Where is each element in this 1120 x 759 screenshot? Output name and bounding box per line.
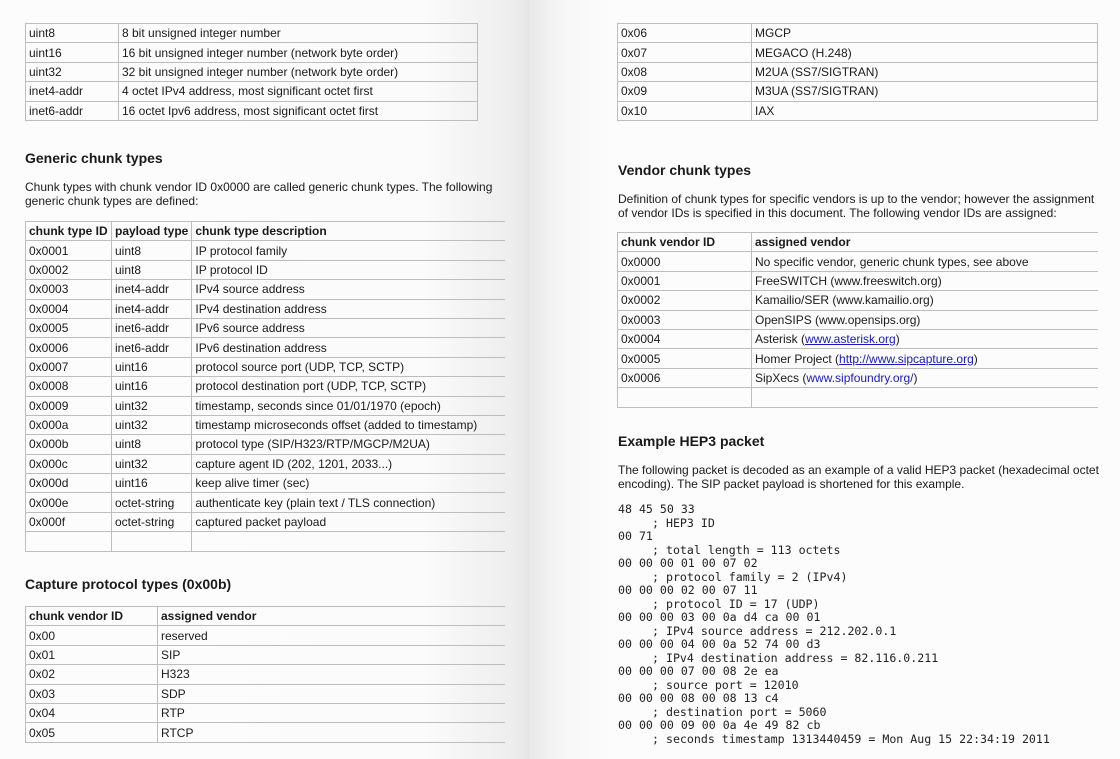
protocol-id-cell: 0x07 <box>618 43 752 62</box>
hex-bytes-line: 00 00 00 03 00 0a d4 ca 00 01 <box>618 610 821 624</box>
type-description-cell: 16 octet Ipv6 address, most significant octet first <box>119 101 478 120</box>
hex-comment-line: ; protocol family = 2 (IPv4) <box>652 569 848 584</box>
protocol-name-cell: H323 <box>158 665 506 684</box>
payload-type-cell: inet6-addr <box>112 318 192 337</box>
protocol-id-cell: 0x02 <box>26 665 158 684</box>
hex-bytes-line: 00 00 00 02 00 07 11 <box>618 583 758 597</box>
protocol-name-cell: M2UA (SS7/SIGTRAN) <box>752 62 1098 81</box>
vendor-id-cell: 0x0005 <box>618 349 752 368</box>
vendor-name: SipXecs ( <box>755 370 807 385</box>
protocol-name-cell: IAX <box>752 101 1098 120</box>
vendor-id-cell: 0x0004 <box>618 329 752 348</box>
vendor-link[interactable]: http://www.sipcapture.org <box>839 351 974 366</box>
protocol-name-cell: SIP <box>158 645 506 664</box>
chunk-type-id-cell: 0x0006 <box>26 338 112 357</box>
type-name-cell: uint16 <box>26 43 119 62</box>
chunk-type-id-cell: 0x0009 <box>26 396 112 415</box>
table-row <box>26 62 478 81</box>
payload-type-cell: inet4-addr <box>112 299 192 318</box>
type-name-cell: uint8 <box>26 24 119 43</box>
chunk-type-description-cell: authenticate key (plain text / TLS connection) <box>192 493 505 512</box>
chunk-type-description-cell: timestamp, seconds since 01/01/1970 (epoch) <box>192 396 505 415</box>
payload-type-cell: inet4-addr <box>112 280 192 299</box>
chunk-type-description-cell: IPv6 source address <box>192 318 505 337</box>
chunk-type-description-cell: protocol destination port (UDP, TCP, SCTP) <box>192 377 505 396</box>
chunk-type-description-cell: capture agent ID (202, 1201, 2033...) <box>192 454 505 473</box>
protocol-id-cell: 0x10 <box>618 101 752 120</box>
table-row <box>26 415 506 434</box>
vendor-name-cell <box>752 291 1099 310</box>
protocol-name-cell: reserved <box>158 626 506 645</box>
chunk-type-description-header: chunk type description <box>192 222 505 241</box>
hex-bytes-line: 00 71 <box>618 529 653 543</box>
protocol-id-cell: 0x03 <box>26 684 158 703</box>
vendor-name: Kamailio/SER (www.kamailio.org) <box>755 293 934 308</box>
table-row <box>618 310 1099 329</box>
vendor-name-cell <box>752 349 1099 368</box>
hex-bytes-line: 00 00 00 09 00 0a 4e 49 82 cb <box>618 718 821 732</box>
assigned-vendor-header: assigned vendor <box>158 607 506 626</box>
hex-comment-line: ; IPv4 source address = 212.202.0.1 <box>652 623 897 638</box>
table-row <box>26 665 506 684</box>
hex-comment-line: ; destination port = 5060 <box>652 704 827 719</box>
chunk-type-id-cell: 0x0001 <box>26 241 112 260</box>
table-row <box>26 280 506 299</box>
table-row <box>26 626 506 645</box>
table-row <box>26 474 506 493</box>
hex-bytes-line: 00 00 00 01 00 07 02 <box>618 556 758 570</box>
payload-type-header: payload type <box>112 222 192 241</box>
vendor-id-cell: 0x0006 <box>618 368 752 387</box>
protocol-name-cell: MGCP <box>752 24 1098 43</box>
hex-comment-line: ; HEP3 ID <box>652 515 715 530</box>
empty-cell <box>26 532 112 551</box>
table-row <box>618 24 1098 43</box>
vendor-name-suffix: ) <box>913 370 918 385</box>
table-row <box>26 493 506 512</box>
empty-table-row <box>618 388 1099 407</box>
chunk-type-id-cell: 0x000e <box>26 493 112 512</box>
chunk-type-description-cell: timestamp microseconds offset (added to timestamp) <box>192 415 505 434</box>
table-row <box>618 82 1098 101</box>
hex-bytes-line: 48 45 50 33 <box>618 502 695 516</box>
chunk-type-description-cell: captured packet payload <box>192 512 505 531</box>
chunk-type-id-cell: 0x0007 <box>26 357 112 376</box>
table-row <box>26 512 506 531</box>
generic-chunk-types-table <box>25 221 505 552</box>
table-row <box>618 291 1099 310</box>
table-header-row <box>26 222 506 241</box>
protocol-id-cell: 0x06 <box>618 24 752 43</box>
chunk-type-id-cell: 0x000b <box>26 435 112 454</box>
hex-comment-line: ; IPv4 destination address = 82.116.0.211 <box>652 650 939 665</box>
vendor-name: No specific vendor, generic chunk types, see above <box>755 254 1029 269</box>
chunk-type-id-cell: 0x000f <box>26 512 112 531</box>
table-row <box>26 241 506 260</box>
protocol-name-cell: RTP <box>158 703 506 722</box>
chunk-type-id-cell: 0x000a <box>26 415 112 434</box>
type-description-cell: 8 bit unsigned integer number <box>119 24 478 43</box>
empty-cell <box>112 532 192 551</box>
vendor-name: FreeSWITCH (www.freeswitch.org) <box>755 273 942 288</box>
vendor-link[interactable]: www.sipfoundry.org/ <box>806 370 914 385</box>
vendor-name: OpenSIPS (www.opensips.org) <box>755 312 921 327</box>
hex-comment-line: ; seconds timestamp 1313440459 = Mon Aug 15 22:34:19 2011 <box>652 731 1050 746</box>
payload-type-cell: uint8 <box>112 260 192 279</box>
vendor-id-cell: 0x0003 <box>618 310 752 329</box>
payload-type-cell: octet-string <box>112 493 192 512</box>
vendor-chunk-types-heading: Vendor chunk types <box>618 162 752 178</box>
assigned-vendor-header: assigned vendor <box>752 233 1099 252</box>
payload-type-cell: uint32 <box>112 415 192 434</box>
table-row <box>618 101 1098 120</box>
table-row <box>618 62 1098 81</box>
table-row <box>26 260 506 279</box>
type-description-cell: 16 bit unsigned integer number (network byte order) <box>119 43 478 62</box>
vendor-name-cell <box>752 271 1099 290</box>
chunk-type-id-cell: 0x000d <box>26 474 112 493</box>
payload-type-cell: octet-string <box>112 512 192 531</box>
hex-comment-line: ; protocol ID = 17 (UDP) <box>652 596 820 611</box>
hep3-hex-dump <box>618 503 1050 746</box>
payload-type-cell: uint8 <box>112 435 192 454</box>
chunk-type-id-cell: 0x0004 <box>26 299 112 318</box>
chunk-type-id-cell: 0x0003 <box>26 280 112 299</box>
protocol-name-cell: MEGACO (H.248) <box>752 43 1098 62</box>
payload-type-cell: uint32 <box>112 396 192 415</box>
hex-bytes-line: 00 00 00 04 00 0a 52 74 00 d3 <box>618 637 821 651</box>
table-row <box>26 684 506 703</box>
empty-cell <box>192 532 505 551</box>
chunk-type-id-cell: 0x0008 <box>26 377 112 396</box>
vendor-name-cell <box>752 368 1099 387</box>
payload-type-cell: uint16 <box>112 377 192 396</box>
table-row <box>26 299 506 318</box>
protocol-id-cell: 0x04 <box>26 703 158 722</box>
table-row <box>618 368 1099 387</box>
vendor-id-cell: 0x0001 <box>618 271 752 290</box>
capture-protocol-types-heading: Capture protocol types (0x00b) <box>25 576 232 592</box>
protocol-id-cell: 0x05 <box>26 723 158 742</box>
hex-bytes-line: 00 00 00 07 00 08 2e ea <box>618 664 779 678</box>
data-types-table <box>25 23 478 121</box>
hex-bytes-line: 00 00 00 08 00 08 13 c4 <box>618 691 779 705</box>
chunk-type-description-cell: IPv4 destination address <box>192 299 505 318</box>
capture-protocol-types-table-continued <box>617 23 1098 121</box>
table-row <box>26 101 478 120</box>
vendor-id-cell: 0x0002 <box>618 291 752 310</box>
chunk-type-description-cell: IPv6 destination address <box>192 338 505 357</box>
chunk-type-description-cell: protocol source port (UDP, TCP, SCTP) <box>192 357 505 376</box>
protocol-id-cell: 0x09 <box>618 82 752 101</box>
payload-type-cell: uint8 <box>112 241 192 260</box>
vendor-name-suffix: ) <box>895 332 900 347</box>
chunk-type-id-cell: 0x000c <box>26 454 112 473</box>
chunk-type-description-cell: keep alive timer (sec) <box>192 474 505 493</box>
table-row <box>26 723 506 742</box>
table-row <box>26 645 506 664</box>
payload-type-cell: uint32 <box>112 454 192 473</box>
type-description-cell: 32 bit unsigned integer number (network byte order) <box>119 62 478 81</box>
example-hep3-packet-heading: Example HEP3 packet <box>618 433 765 449</box>
protocol-id-cell: 0x08 <box>618 62 752 81</box>
chunk-vendor-id-header: chunk vendor ID <box>618 233 752 252</box>
table-row <box>618 252 1099 271</box>
table-row <box>26 377 506 396</box>
vendor-name-cell <box>752 310 1099 329</box>
example-hep3-packet-text: The following packet is decoded as an example of a valid HEP3 packet (hexadecimal octet encoding). The SIP packet payload is shortened for this example. <box>618 463 1099 491</box>
chunk-type-description-cell: IPv4 source address <box>192 280 505 299</box>
chunk-vendor-id-header: chunk vendor ID <box>26 607 158 626</box>
table-row <box>26 703 506 722</box>
table-row <box>26 435 506 454</box>
vendor-chunk-types-table <box>617 232 1098 408</box>
generic-chunk-types-heading: Generic chunk types <box>25 150 163 166</box>
capture-protocol-types-table <box>25 606 505 743</box>
vendor-link[interactable]: www.asterisk.org <box>805 332 896 347</box>
type-description-cell: 4 octet IPv4 address, most significant octet first <box>119 82 478 101</box>
chunk-type-id-header: chunk type ID <box>26 222 112 241</box>
empty-cell <box>752 388 1099 407</box>
type-name-cell: inet4-addr <box>26 82 119 101</box>
vendor-name: Asterisk ( <box>755 332 806 347</box>
payload-type-cell: inet6-addr <box>112 338 192 357</box>
vendor-name-cell <box>752 252 1099 271</box>
table-header-row <box>618 233 1099 252</box>
protocol-name-cell: SDP <box>158 684 506 703</box>
hex-comment-line: ; total length = 113 octets <box>652 542 841 557</box>
chunk-type-description-cell: protocol type (SIP/H323/RTP/MGCP/M2UA) <box>192 435 505 454</box>
vendor-name-cell <box>752 329 1099 348</box>
empty-cell <box>618 388 752 407</box>
vendor-name-suffix: ) <box>973 351 978 366</box>
generic-chunk-types-text: Chunk types with chunk vendor ID 0x0000 are called generic chunk types. The following generic chunk types are defined: <box>25 180 493 208</box>
table-row <box>26 318 506 337</box>
payload-type-cell: uint16 <box>112 357 192 376</box>
vendor-chunk-types-text: Definition of chunk types for specific vendors is up to the vendor; however the assignment of vendor IDs is specified in this document. The following vendor IDs are assigned: <box>618 192 1095 220</box>
table-row <box>26 396 506 415</box>
table-row <box>26 357 506 376</box>
protocol-id-cell: 0x00 <box>26 626 158 645</box>
table-row <box>26 82 478 101</box>
table-header-row <box>26 607 506 626</box>
empty-table-row <box>26 532 506 551</box>
chunk-type-description-cell: IP protocol family <box>192 241 505 260</box>
vendor-name: Homer Project ( <box>755 351 840 366</box>
table-row <box>26 24 478 43</box>
table-row <box>26 454 506 473</box>
protocol-name-cell: M3UA (SS7/SIGTRAN) <box>752 82 1098 101</box>
table-row <box>26 43 478 62</box>
hex-comment-line: ; source port = 12010 <box>652 677 799 692</box>
chunk-type-id-cell: 0x0002 <box>26 260 112 279</box>
table-row <box>26 338 506 357</box>
vendor-id-cell: 0x0000 <box>618 252 752 271</box>
table-row <box>618 329 1099 348</box>
type-name-cell: uint32 <box>26 62 119 81</box>
chunk-type-id-cell: 0x0005 <box>26 318 112 337</box>
protocol-id-cell: 0x01 <box>26 645 158 664</box>
table-row <box>618 349 1099 368</box>
chunk-type-description-cell: IP protocol ID <box>192 260 505 279</box>
protocol-name-cell: RTCP <box>158 723 506 742</box>
table-row <box>618 43 1098 62</box>
payload-type-cell: uint16 <box>112 474 192 493</box>
table-row <box>618 271 1099 290</box>
type-name-cell: inet6-addr <box>26 101 119 120</box>
